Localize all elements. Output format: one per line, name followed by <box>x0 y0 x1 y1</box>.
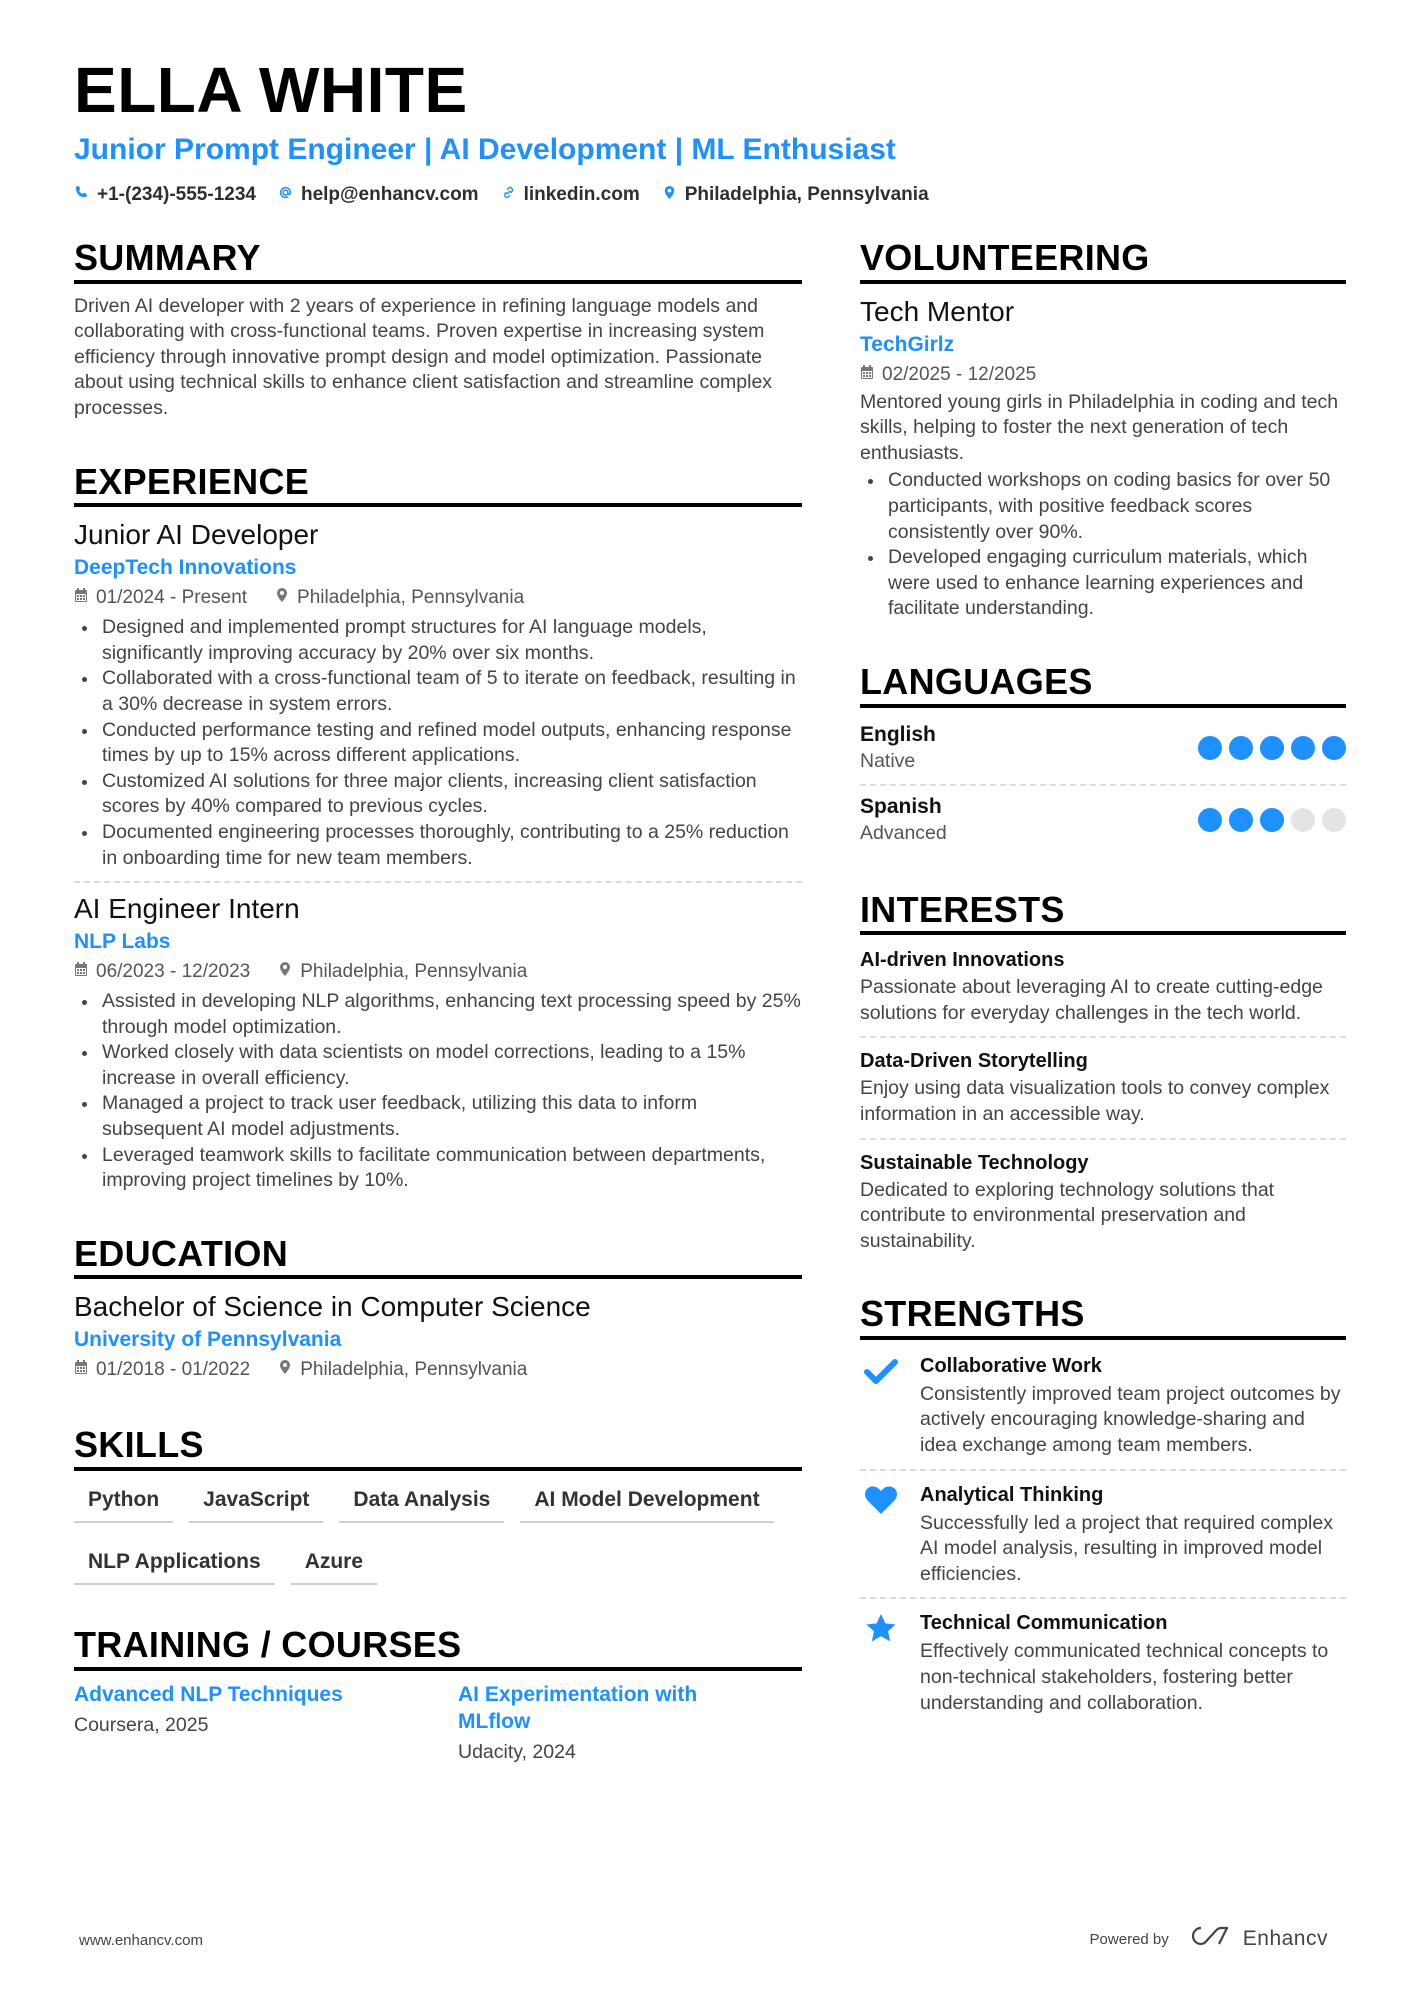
rating-dot-empty <box>1322 808 1346 832</box>
interest-title: AI-driven Innovations <box>860 949 1065 972</box>
job-dates: 01/2024 - Present <box>96 587 248 609</box>
section-title-training: TRAINING / COURSES <box>74 1625 802 1671</box>
left-column <box>74 238 802 1769</box>
rating-dot-empty <box>1291 808 1315 832</box>
language-level: Advanced <box>860 821 947 844</box>
location-pin-icon <box>275 583 289 613</box>
skill-tag: Data Analysis <box>339 1487 504 1523</box>
bullet-item: Conducted performance testing and refined model outputs, enhancing response times by up to 15% across different applications. <box>74 718 802 769</box>
skill-tag: JavaScript <box>189 1487 323 1523</box>
volunteer-dates: 02/2025 - 12/2025 <box>882 363 1037 385</box>
course-item <box>458 1681 758 1769</box>
location-pin-icon <box>278 1355 292 1385</box>
skill-tag: Python <box>74 1487 173 1523</box>
enhancv-logo-icon <box>1189 1924 1233 1954</box>
rating-dot-filled <box>1229 808 1253 832</box>
bullet-item: Documented engineering processes thoroughly, contributing to a 25% reduction in onboarding time for new team members. <box>74 820 802 871</box>
skills-list <box>74 1487 802 1585</box>
rating-dot-filled <box>1322 736 1346 760</box>
candidate-name: ELLA WHITE <box>74 54 468 126</box>
job-meta <box>74 583 802 613</box>
language-rating <box>1198 736 1346 760</box>
strength-text: Successfully led a project that required complex AI model analysis, resulting in improved model efficiencies. <box>920 1511 1333 1585</box>
rating-dot-filled <box>1229 736 1253 760</box>
school-name: University of Pennsylvania <box>74 1328 342 1352</box>
footer-branding <box>1090 1924 1328 1954</box>
at-icon <box>278 184 293 206</box>
star-icon <box>860 1607 902 1716</box>
strength-item <box>860 1350 1346 1459</box>
link-icon <box>501 184 516 206</box>
job-title: Junior AI Developer <box>74 519 319 551</box>
interest-item <box>860 1046 1346 1127</box>
job-meta <box>74 957 802 987</box>
section-title-skills: SKILLS <box>74 1425 802 1471</box>
degree: Bachelor of Science in Computer Science <box>74 1291 591 1323</box>
rating-dot-filled <box>1198 736 1222 760</box>
divider <box>860 784 1346 786</box>
strength-text: Effectively communicated technical concepts to non-technical stakeholders, fostering better understanding and collaboration. <box>920 1640 1329 1714</box>
bullet-item: Customized AI solutions for three major clients, increasing client satisfaction scores by 40% compared to previous cycles. <box>74 769 802 820</box>
bullet-item: Conducted workshops on coding basics for over 50 participants, with positive feedback scores consistently over 90%. <box>860 468 1346 545</box>
contact-location: Philadelphia, Pennsylvania <box>662 184 929 206</box>
skill-tag: AI Model Development <box>520 1487 773 1523</box>
contact-email[interactable]: help@enhancv.com <box>278 184 479 206</box>
rating-dot-filled <box>1260 736 1284 760</box>
interest-item <box>860 1148 1346 1255</box>
volunteer-org: TechGirlz <box>860 332 955 356</box>
strength-item <box>860 1607 1346 1716</box>
bullet-item: Designed and implemented prompt structures for AI language models, significantly improving accuracy by 20% over six months. <box>74 615 802 666</box>
course-provider: Udacity, 2024 <box>458 1740 576 1763</box>
rating-dot-filled <box>1260 808 1284 832</box>
contact-linkedin[interactable]: linkedin.com <box>501 184 640 206</box>
volunteering-section <box>860 238 1346 622</box>
footer-website[interactable]: www.enhancv.com <box>79 1932 203 1949</box>
section-title-experience: EXPERIENCE <box>74 462 802 508</box>
education-meta <box>74 1355 802 1385</box>
contact-phone[interactable]: +1-(234)-555-1234 <box>74 184 256 206</box>
calendar-icon <box>74 1355 88 1385</box>
training-section <box>74 1625 802 1769</box>
calendar-icon <box>860 360 874 390</box>
location-pin-icon <box>662 184 677 206</box>
summary-section <box>74 238 802 422</box>
phone-icon <box>74 184 89 206</box>
interest-item <box>860 945 1346 1026</box>
interest-title: Data-Driven Storytelling <box>860 1050 1088 1073</box>
section-title-volunteering: VOLUNTEERING <box>860 238 1346 284</box>
bullet-item: Leveraged teamwork skills to facilitate communication between departments, improving project timelines by 10%. <box>74 1143 802 1194</box>
location-pin-icon <box>278 957 292 987</box>
experience-section <box>74 462 802 1194</box>
volunteer-meta <box>860 360 1346 390</box>
skills-section <box>74 1425 802 1585</box>
right-column <box>860 238 1346 1716</box>
company-name: DeepTech Innovations <box>74 556 297 580</box>
checkmark-icon <box>860 1350 902 1459</box>
section-title-strengths: STRENGTHS <box>860 1294 1346 1340</box>
bullet-item: Collaborated with a cross-functional team of 5 to iterate on feedback, resulting in a 30% decrease in system errors. <box>74 666 802 717</box>
education-dates: 01/2018 - 01/2022 <box>96 1359 251 1381</box>
interest-title: Sustainable Technology <box>860 1151 1089 1174</box>
language-name: Spanish <box>860 794 942 818</box>
volunteer-description: Mentored young girls in Philadelphia in coding and tech skills, helping to foster the next generation of tech enthusiasts. <box>860 390 1339 464</box>
job-location: Philadelphia, Pennsylvania <box>297 587 525 609</box>
language-rating <box>1198 808 1346 832</box>
powered-by-label: Powered by <box>1089 1930 1169 1948</box>
rating-dot-filled <box>1291 736 1315 760</box>
contact-bar <box>74 184 929 206</box>
strength-item <box>860 1479 1346 1588</box>
bullet-item: Developed engaging curriculum materials, which were used to enhance learning experiences and facilitate understanding. <box>860 545 1346 622</box>
education-location: Philadelphia, Pennsylvania <box>300 1359 528 1381</box>
course-item <box>74 1681 458 1769</box>
language-name: English <box>860 722 936 746</box>
job-title: AI Engineer Intern <box>74 893 300 925</box>
experience-item <box>74 517 802 871</box>
section-title-interests: INTERESTS <box>860 890 1346 936</box>
strength-text: Consistently improved team project outcomes by actively encouraging knowledge-sharing and idea exchange among team members. <box>920 1382 1341 1457</box>
strength-title: Analytical Thinking <box>920 1483 1104 1506</box>
bullet-item: Assisted in developing NLP algorithms, enhancing text processing speed by 25% through model optimization. <box>74 989 802 1040</box>
strength-title: Collaborative Work <box>920 1354 1102 1377</box>
interests-section <box>860 890 1346 1255</box>
job-bullets <box>74 989 802 1194</box>
job-location: Philadelphia, Pennsylvania <box>300 961 528 983</box>
section-title-languages: LANGUAGES <box>860 662 1346 708</box>
section-title-education: EDUCATION <box>74 1234 802 1280</box>
bullet-item: Worked closely with data scientists on model corrections, leading to a 15% increase in overall efficiency. <box>74 1040 802 1091</box>
volunteer-bullets <box>860 468 1346 622</box>
education-section <box>74 1234 802 1386</box>
strength-title: Technical Communication <box>920 1612 1168 1635</box>
skill-tag: Azure <box>291 1549 377 1585</box>
course-title: Advanced NLP Techniques <box>74 1682 343 1706</box>
brand-name: Enhancv <box>1242 1927 1328 1950</box>
calendar-icon <box>74 583 88 613</box>
heart-icon <box>860 1479 902 1588</box>
job-dates: 06/2023 - 12/2023 <box>96 961 251 983</box>
calendar-icon <box>74 957 88 987</box>
interest-text: Enjoy using data visualization tools to convey complex information in an accessible way. <box>860 1077 1330 1125</box>
brand-logo[interactable] <box>1189 1924 1328 1954</box>
language-level: Native <box>860 749 916 772</box>
course-provider: Coursera, 2025 <box>74 1713 209 1736</box>
volunteer-role: Tech Mentor <box>860 295 1015 327</box>
interest-text: Dedicated to exploring technology solutions that contribute to environmental preservation and sustainability. <box>860 1178 1275 1252</box>
language-item <box>860 790 1346 850</box>
company-name: NLP Labs <box>74 930 171 954</box>
section-title-summary: SUMMARY <box>74 238 802 284</box>
summary-text: Driven AI developer with 2 years of experience in refining language models and collaborating with cross-functional teams. Proven expertise in increasing system efficiency through innovative prompt design and model optimization. Passionate about using technical skills to enhance client satisfaction and streamline complex processes. <box>74 294 773 419</box>
divider <box>860 1036 1346 1038</box>
rating-dot-filled <box>1198 808 1222 832</box>
courses-list <box>74 1681 802 1769</box>
divider <box>860 1138 1346 1140</box>
course-title: AI Experimentation with MLflow <box>458 1682 698 1733</box>
divider <box>74 881 802 883</box>
strengths-section <box>860 1294 1346 1716</box>
bullet-item: Managed a project to track user feedback, utilizing this data to inform subsequent AI model adjustments. <box>74 1091 802 1142</box>
job-bullets <box>74 615 802 871</box>
languages-section <box>860 662 1346 850</box>
skill-tag: NLP Applications <box>74 1549 275 1585</box>
interest-text: Passionate about leveraging AI to create cutting-edge solutions for everyday challenges in the tech world. <box>860 976 1323 1024</box>
language-item <box>860 718 1346 778</box>
divider <box>860 1469 1346 1471</box>
divider <box>860 1597 1346 1599</box>
candidate-headline: Junior Prompt Engineer | AI Development | ML Enthusiast <box>74 133 896 166</box>
experience-item <box>74 891 802 1194</box>
